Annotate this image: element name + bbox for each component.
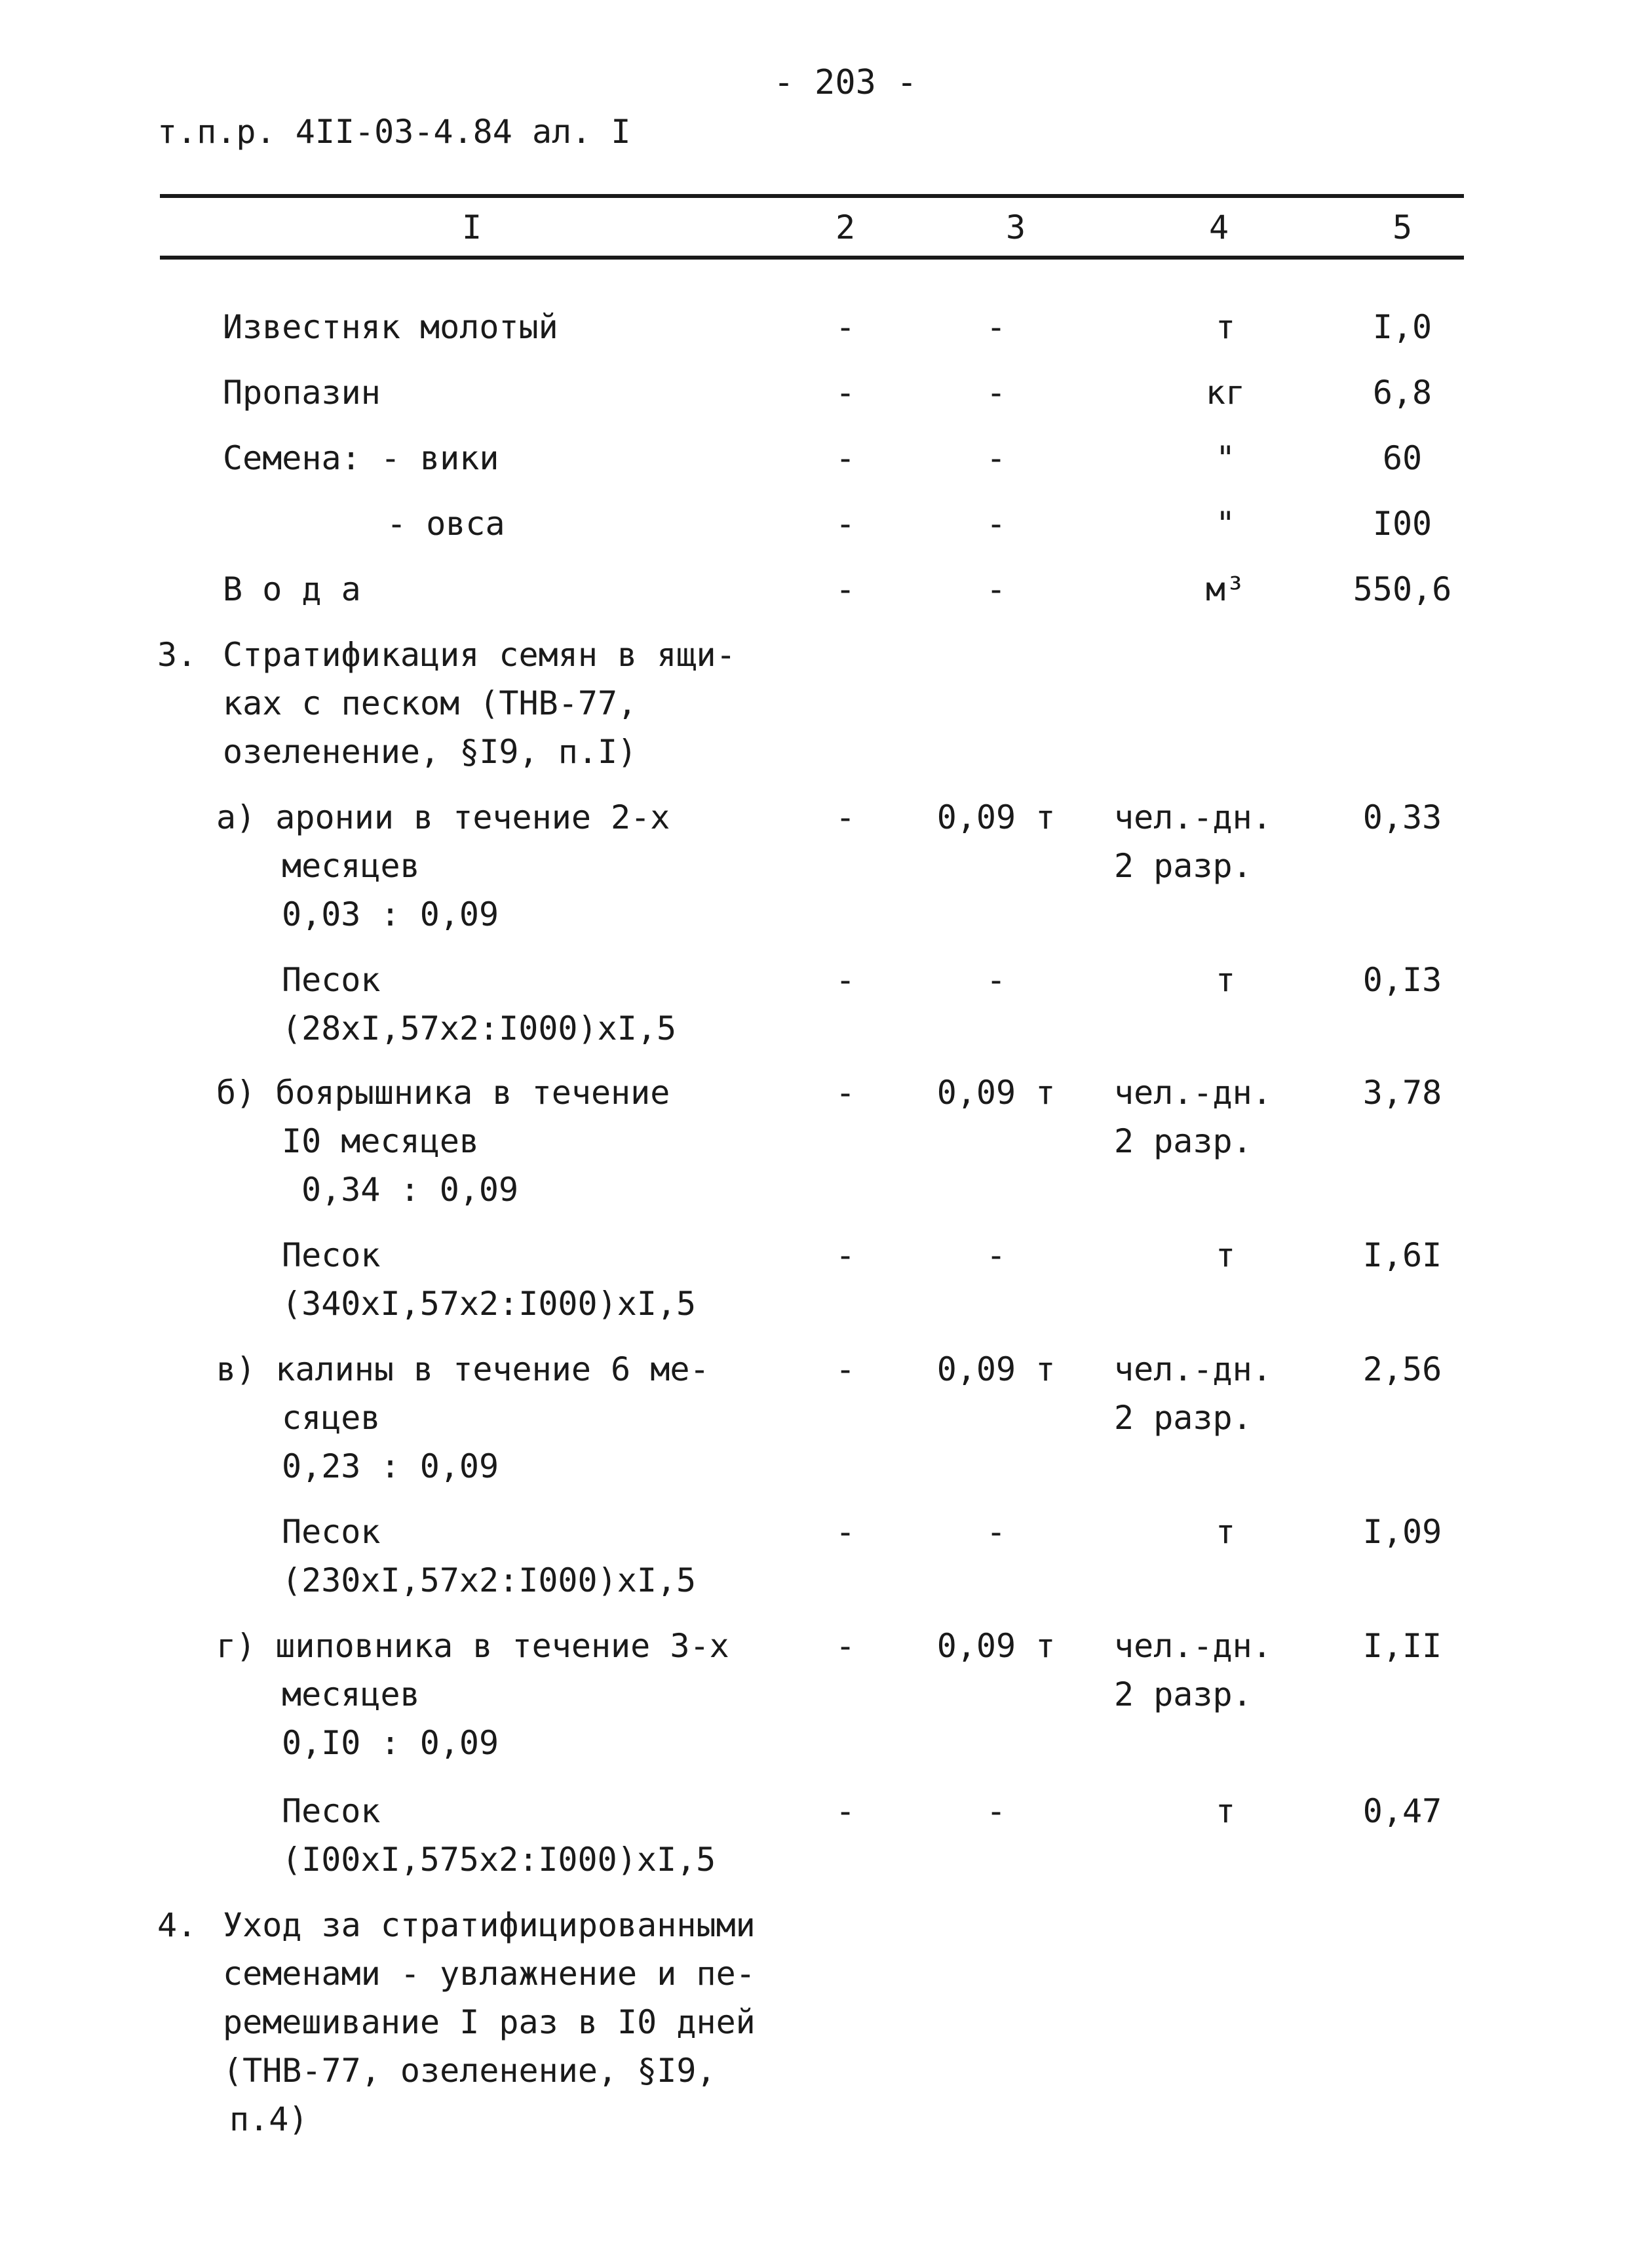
- row-unit: ": [1215, 439, 1236, 477]
- row-unit: чел.-дн.: [1114, 1074, 1272, 1112]
- row-col2: -: [835, 798, 856, 836]
- section-title-line: озеленение, §I9, п.I): [223, 733, 638, 771]
- row-col3: -: [986, 505, 1007, 543]
- row-unit-grade: 2 разр.: [1114, 1675, 1252, 1713]
- row-formula: 0,34 : 0,09: [301, 1171, 519, 1209]
- row-value: I,09: [1362, 1513, 1442, 1551]
- section-number: 4.: [157, 1906, 197, 1944]
- row-col2: -: [835, 961, 856, 999]
- row-value: 3,78: [1362, 1074, 1442, 1112]
- row-name: б) боярышника в течение: [216, 1074, 670, 1112]
- column-header-2: 2: [835, 208, 856, 246]
- row-col2: -: [835, 374, 856, 412]
- row-name: I0 месяцев: [282, 1122, 480, 1160]
- row-formula: (340хI,57х2:I000)хI,5: [282, 1285, 697, 1323]
- row-formula: 0,23 : 0,09: [282, 1447, 499, 1485]
- row-value: 0,33: [1362, 798, 1442, 836]
- table-top-rule: [160, 194, 1464, 198]
- row-name: Песок: [282, 1236, 381, 1274]
- row-unit-grade: 2 разр.: [1114, 847, 1252, 885]
- row-value: 550,6: [1353, 570, 1452, 608]
- page-number: - 203 -: [773, 63, 917, 102]
- row-col2: -: [835, 505, 856, 543]
- row-value: 60: [1382, 439, 1423, 477]
- row-col2: -: [835, 1627, 856, 1665]
- row-col2: -: [835, 1350, 856, 1388]
- row-formula: 0,03 : 0,09: [282, 895, 499, 933]
- row-name: месяцев: [282, 1675, 420, 1713]
- row-col3: -: [986, 439, 1007, 477]
- section-title-line: ремешивание I раз в I0 дней: [223, 2003, 756, 2041]
- row-col3: -: [986, 308, 1007, 346]
- row-col3: -: [986, 374, 1007, 412]
- row-name: - овса: [387, 505, 505, 543]
- row-name: г) шиповника в течение 3-х: [216, 1627, 729, 1665]
- row-unit-grade: 2 разр.: [1114, 1399, 1252, 1437]
- section-title-line: семенами - увлажнение и пе-: [223, 1955, 756, 1993]
- row-unit: т: [1215, 961, 1236, 999]
- section-number: 3.: [157, 636, 197, 674]
- row-col2: -: [835, 570, 856, 608]
- row-unit: чел.-дн.: [1114, 1350, 1272, 1388]
- row-value: 2,56: [1362, 1350, 1442, 1388]
- row-unit: т: [1215, 1792, 1236, 1830]
- row-col2: -: [835, 1513, 856, 1551]
- row-col3: -: [986, 1513, 1007, 1551]
- row-unit: кг: [1205, 374, 1246, 412]
- row-col3: -: [986, 961, 1007, 999]
- row-col3: -: [986, 570, 1007, 608]
- document-code: т.п.р. 4II-03-4.84 ал. I: [157, 113, 631, 151]
- row-unit: чел.-дн.: [1114, 798, 1272, 836]
- row-col3: 0,09 т: [936, 798, 1056, 836]
- row-col2: -: [835, 1236, 856, 1274]
- row-name: а) аронии в течение 2-х: [216, 798, 670, 836]
- table-header-rule: [160, 256, 1464, 260]
- row-col2: -: [835, 439, 856, 477]
- row-value: 0,47: [1362, 1792, 1442, 1830]
- row-name: сяцев: [282, 1399, 381, 1437]
- section-title-line: ках с песком (ТНВ-77,: [223, 684, 638, 722]
- row-name: Песок: [282, 1792, 381, 1830]
- row-unit: чел.-дн.: [1114, 1627, 1272, 1665]
- row-col3: 0,09 т: [936, 1350, 1056, 1388]
- row-name: Песок: [282, 1513, 381, 1551]
- section-title-line: (ТНВ-77, озеленение, §I9,: [223, 2052, 716, 2090]
- section-title-line: Стратификация семян в ящи-: [223, 636, 736, 674]
- row-col2: -: [835, 1792, 856, 1830]
- section-title-line: Уход за стратифицированными: [223, 1906, 756, 1944]
- row-col2: -: [835, 1074, 856, 1112]
- row-value: I,II: [1362, 1627, 1442, 1665]
- column-header-5: 5: [1392, 208, 1413, 246]
- column-header-1: I: [461, 208, 482, 246]
- row-name: Известняк молотый: [223, 308, 558, 346]
- row-name: Пропазин: [223, 374, 381, 412]
- row-col3: -: [986, 1236, 1007, 1274]
- section-title-line: п.4): [229, 2100, 309, 2138]
- row-name: Семена: - вики: [223, 439, 499, 477]
- row-unit-grade: 2 разр.: [1114, 1122, 1252, 1160]
- column-header-3: 3: [1005, 208, 1026, 246]
- row-unit: ": [1215, 505, 1236, 543]
- row-formula: (230хI,57х2:I000)хI,5: [282, 1561, 697, 1599]
- row-value: 6,8: [1372, 374, 1432, 412]
- row-formula: (28хI,57х2:I000)хI,5: [282, 1009, 677, 1047]
- row-name: Песок: [282, 961, 381, 999]
- row-name: в) калины в течение 6 ме-: [216, 1350, 710, 1388]
- row-value: I,6I: [1362, 1236, 1442, 1274]
- row-unit: т: [1215, 1236, 1236, 1274]
- row-col2: -: [835, 308, 856, 346]
- row-unit: м³: [1205, 570, 1246, 608]
- column-header-4: 4: [1208, 208, 1229, 246]
- row-unit: т: [1215, 1513, 1236, 1551]
- row-col3: 0,09 т: [936, 1627, 1056, 1665]
- row-col3: 0,09 т: [936, 1074, 1056, 1112]
- row-name: месяцев: [282, 847, 420, 885]
- row-value: I,0: [1372, 308, 1432, 346]
- row-formula: 0,I0 : 0,09: [282, 1724, 499, 1762]
- row-unit: т: [1215, 308, 1236, 346]
- row-formula: (I00хI,575х2:I000)хI,5: [282, 1841, 716, 1879]
- row-value: I00: [1372, 505, 1432, 543]
- row-col3: -: [986, 1792, 1007, 1830]
- row-value: 0,I3: [1362, 961, 1442, 999]
- row-name: В о д а: [223, 570, 361, 608]
